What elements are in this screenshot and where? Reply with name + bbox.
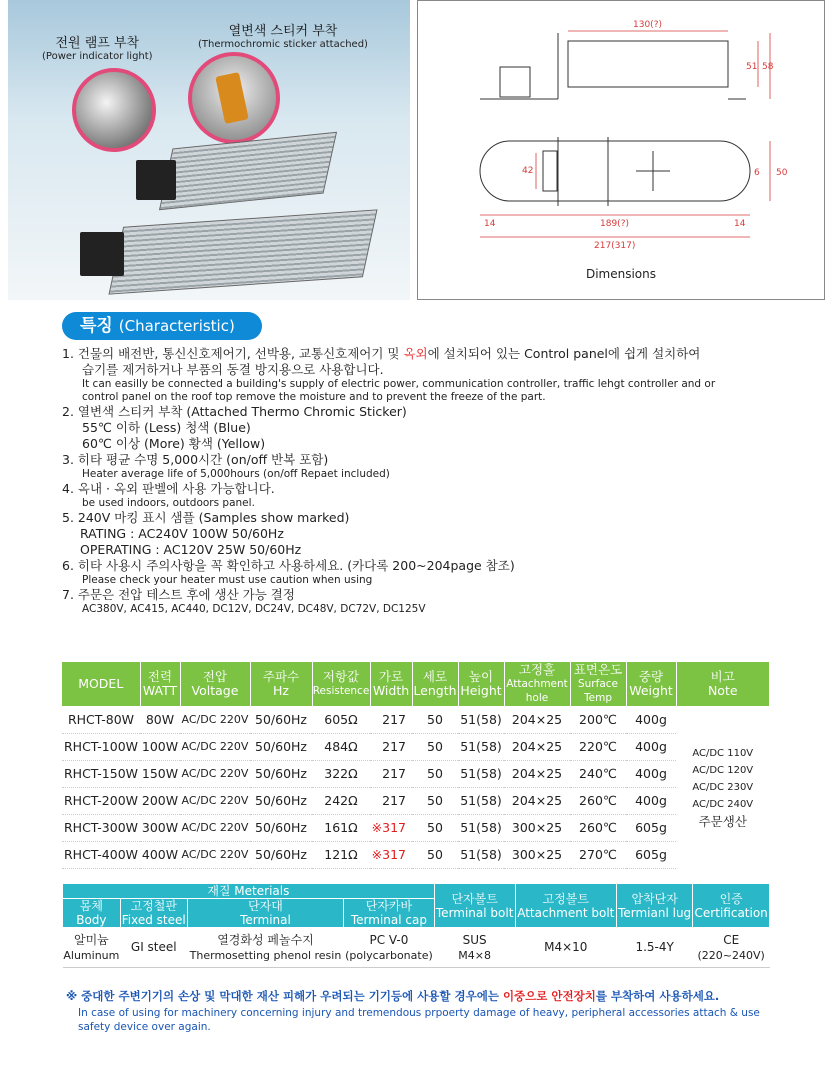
power-indicator-label <box>42 32 153 62</box>
spec-cell: 51(58) <box>458 733 504 760</box>
dim-14-left: 14 <box>484 219 496 229</box>
feature-text-en: Please check your heater must use caution when using <box>82 574 373 586</box>
spec-header <box>312 662 370 706</box>
terminal-box-image <box>80 232 124 276</box>
spec-row <box>62 841 770 868</box>
spec-cell: AC/DC 220V <box>180 760 250 787</box>
spec-cell: 50/60Hz <box>250 706 312 733</box>
feature-5: 5. 240V 마킹 표시 샘플 (Samples show marked) <box>62 510 350 525</box>
spec-cell: 400g <box>626 760 676 787</box>
spec-row <box>62 787 770 814</box>
dim-50: 50 <box>776 168 788 178</box>
header-ko: 높이 <box>468 669 494 684</box>
spec-cell: 217 <box>370 733 412 760</box>
header-ko: 중량 <box>638 669 664 684</box>
product-photo <box>8 0 410 300</box>
spec-cell: AC/DC 220V <box>180 787 250 814</box>
sticker-image <box>215 72 248 124</box>
material-table <box>62 883 770 968</box>
sticker-closeup <box>188 52 280 144</box>
spec-cell: 322Ω <box>312 760 370 787</box>
feature-4: 4. 옥내 · 옥외 판벨에 사용 가능합니다. <box>62 481 275 496</box>
spec-cell: AC/DC 220V <box>180 733 250 760</box>
spec-cell: 50/60Hz <box>250 841 312 868</box>
spec-cell: 260℃ <box>570 814 626 841</box>
spec-cell: 50 <box>412 814 458 841</box>
top-panel <box>8 0 825 300</box>
dim-189: 189(?) <box>600 219 629 229</box>
header-en: Certification <box>694 905 768 920</box>
material-header <box>120 899 187 928</box>
spec-cell: AC/DC 220V <box>180 841 250 868</box>
spec-cell: 200W <box>140 787 180 814</box>
spec-cell: AC/DC 220V <box>180 814 250 841</box>
feature-2: 2. 열변색 스티커 부착 (Attached Thermo Chromic Sticker) <box>62 404 407 419</box>
header-en: Attachment hole <box>506 678 568 704</box>
feature-list <box>62 346 802 616</box>
spec-header <box>250 662 312 706</box>
section-title <box>62 312 262 340</box>
spec-cell: 51(58) <box>458 787 504 814</box>
warning-en: In case of using for machinery concerning injury and tremendous prpoerty damage of heavy, peripheral accessories attach & use safety device over again. <box>78 1007 760 1033</box>
spec-row <box>62 760 770 787</box>
warning-text: 를 부착하여 사용하세요. <box>595 989 720 1003</box>
spec-cell: 270℃ <box>570 841 626 868</box>
label-ko: 열변색 스티커 부착 <box>228 24 338 39</box>
spec-table <box>62 662 770 869</box>
material-value-sub: Thermosetting phenol resin <box>189 948 342 962</box>
power-indicator-closeup <box>72 68 156 152</box>
header-en: Note <box>707 683 738 698</box>
header-ko: 고정볼트 <box>542 891 589 906</box>
header-ko: 몸체 <box>79 899 103 913</box>
header-en: Hz <box>273 683 289 698</box>
section-title-en: (Characteristic) <box>118 317 235 335</box>
spec-cell: 605g <box>626 841 676 868</box>
dimensions-caption: Dimensions <box>585 267 657 281</box>
header-ko: 인증 <box>719 891 743 906</box>
feature-text: 에 설치되어 있는 Control panel에 쉽게 설치하여 <box>427 346 701 361</box>
spec-cell: RHCT-150W <box>62 760 140 787</box>
material-value-sub: (polycarbonate) <box>345 948 433 962</box>
header-en: Fixed steel <box>121 913 186 927</box>
header-ko: 고정철판 <box>130 899 177 913</box>
spec-cell: RHCT-80W <box>62 706 140 733</box>
spec-cell: 217 <box>370 706 412 733</box>
material-cell <box>187 928 343 968</box>
spec-cell: 50/60Hz <box>250 760 312 787</box>
spec-cell: 50/60Hz <box>250 787 312 814</box>
spec-cell: 204×25 <box>504 733 570 760</box>
material-header <box>344 899 434 928</box>
spec-cell: 484Ω <box>312 733 370 760</box>
dimension-drawing <box>417 0 825 300</box>
header-en: Terminal bolt <box>435 905 514 920</box>
spec-cell: 220℃ <box>570 733 626 760</box>
spec-header <box>412 662 458 706</box>
feature-text-en: It can easilly be connected a building's supply of electric power, communication controller, traffic lehgt controller and or <box>82 378 716 390</box>
spec-cell: ※317 <box>370 841 412 868</box>
header-en: Termianl lug <box>618 905 692 920</box>
header-ko: 세로 <box>422 669 448 684</box>
note-cell <box>676 706 770 868</box>
spec-header <box>180 662 250 706</box>
spec-header <box>626 662 676 706</box>
header-en: Width <box>372 683 410 698</box>
spec-cell: ※317 <box>370 814 412 841</box>
spec-cell: 217 <box>370 787 412 814</box>
material-cell <box>693 928 770 968</box>
header-ko: 표면온도 <box>573 662 623 677</box>
material-value: 열경화성 페놀수지 <box>217 932 314 947</box>
spec-cell: 50 <box>412 787 458 814</box>
spec-header <box>370 662 412 706</box>
feature-6: 6. 히타 사용시 주의사항을 꼭 확인하고 사용하세요. (카다록 200~204page 참조) <box>62 558 515 573</box>
material-value: M4×10 <box>544 940 588 954</box>
note-line: AC/DC 240V <box>692 798 754 810</box>
spec-cell: 300×25 <box>504 814 570 841</box>
header-ko: 단자카바 <box>365 899 413 913</box>
dim-42: 42 <box>522 166 534 176</box>
material-group-title: 재질 Meterials <box>63 884 435 899</box>
spec-cell: 51(58) <box>458 760 504 787</box>
spec-cell: 50 <box>412 706 458 733</box>
header-en: Weight <box>629 683 673 698</box>
feature-text: 1. 건물의 배전반, 통신신호제어기, 선박용, 교통신호제어기 및 <box>62 346 404 361</box>
note-line: AC/DC 110V <box>692 747 754 759</box>
material-value: PC V-0 <box>369 932 409 947</box>
spec-cell: 204×25 <box>504 787 570 814</box>
spec-cell: 400W <box>140 841 180 868</box>
feature-text-en: control panel on the roof top remove the moisture and to prevent the freeze of the part. <box>82 391 546 403</box>
spec-cell: 400g <box>626 787 676 814</box>
header-en: Surface Temp <box>577 678 618 704</box>
material-value-sub: Aluminum <box>63 948 120 962</box>
feature-text: RATING : AC240V 100W 50/60Hz <box>80 526 284 541</box>
spec-cell: 300×25 <box>504 841 570 868</box>
header-en: Terminal <box>240 913 291 927</box>
spec-cell: 121Ω <box>312 841 370 868</box>
feature-highlight: 옥외 <box>403 346 428 361</box>
spec-header <box>140 662 180 706</box>
header-ko: 비고 <box>710 669 735 684</box>
label-en: (Thermochromic sticker attached) <box>198 39 368 50</box>
material-cell <box>120 928 187 968</box>
spec-cell: 161Ω <box>312 814 370 841</box>
spec-row <box>62 814 770 841</box>
material-header <box>515 884 616 928</box>
feature-7: 7. 주문은 전압 테스트 후에 생산 가능 결정 <box>62 587 295 602</box>
spec-cell: 100W <box>140 733 180 760</box>
dim-6: 6 <box>754 168 760 178</box>
material-value: 알미늄 <box>73 932 109 947</box>
header-en: Length <box>413 683 457 698</box>
heater-small-image <box>159 132 337 210</box>
feature-3: 3. 히타 평균 수명 5,000시간 (on/off 반복 포함) <box>62 452 329 467</box>
spec-header-row <box>62 662 770 706</box>
dim-51: 51 <box>746 62 758 72</box>
warning-ko <box>66 988 786 1004</box>
spec-cell: 51(58) <box>458 814 504 841</box>
header-ko: 고정홀 <box>518 662 556 677</box>
material-value: CE <box>723 932 740 947</box>
material-header-row <box>63 884 770 899</box>
feature-text-en: AC380V, AC415, AC440, DC12V, DC24V, DC48V, DC72V, DC125V <box>82 603 426 615</box>
dimension-svg <box>418 1 824 299</box>
header-ko: 전력 <box>147 669 173 684</box>
note-line: AC/DC 120V <box>692 764 754 776</box>
header-ko: 가로 <box>378 669 404 684</box>
terminal-box-image <box>136 160 176 200</box>
feature-text-en: be used indoors, outdoors panel. <box>82 497 255 509</box>
spec-cell: 51(58) <box>458 841 504 868</box>
header-en: Terminal cap <box>350 913 427 927</box>
spec-cell: RHCT-300W <box>62 814 140 841</box>
spec-cell: 240℃ <box>570 760 626 787</box>
material-value: 1.5-4Y <box>635 940 674 954</box>
header-ko: 단자볼트 <box>451 891 498 906</box>
feature-text-en: Heater average life of 5,000hours (on/off Repaet included) <box>82 468 390 480</box>
spec-cell: 51(58) <box>458 706 504 733</box>
heater-large-image <box>108 209 377 294</box>
feature-text: 55℃ 이하 (Less) 청색 (Blue) <box>82 420 251 435</box>
header-ko: 단자대 <box>248 899 283 913</box>
spec-cell: RHCT-200W <box>62 787 140 814</box>
spec-cell: 80W <box>140 706 180 733</box>
spec-cell: 204×25 <box>504 760 570 787</box>
spec-cell: 50/60Hz <box>250 814 312 841</box>
spec-cell: 605g <box>626 814 676 841</box>
spec-cell: 50 <box>412 733 458 760</box>
thermo-sticker-label <box>198 20 368 50</box>
feature-1 <box>62 346 802 362</box>
header-ko: 주파수 <box>262 669 300 684</box>
warning-text: ※ 중대한 주변기기의 손상 및 막대한 재산 피해가 우려되는 기기등에 사용할 경우에는 <box>66 989 503 1003</box>
spec-cell: 217 <box>370 760 412 787</box>
label-en: (Power indicator light) <box>42 51 153 62</box>
header-en: Body <box>76 913 107 927</box>
material-value-sub: M4×8 <box>458 948 492 962</box>
section-title-ko: 특징 <box>80 316 113 336</box>
material-header <box>63 899 121 928</box>
spec-cell: 260℃ <box>570 787 626 814</box>
header-en: MODEL <box>78 676 124 691</box>
header-en: Resistence <box>312 685 370 697</box>
dim-217: 217(317) <box>594 241 636 251</box>
spec-cell: 204×25 <box>504 706 570 733</box>
spec-cell: 50 <box>412 841 458 868</box>
material-cell <box>515 928 616 968</box>
note-line: AC/DC 230V <box>692 781 754 793</box>
warning-highlight: 이중으로 안전장치 <box>502 989 596 1003</box>
spec-header <box>676 662 770 706</box>
spec-cell: 605Ω <box>312 706 370 733</box>
spec-header <box>504 662 570 706</box>
spec-row <box>62 733 770 760</box>
material-value: GI steel <box>130 940 177 954</box>
spec-cell: 300W <box>140 814 180 841</box>
dim-58: 58 <box>762 62 774 72</box>
spec-cell: 400g <box>626 706 676 733</box>
header-en: Height <box>460 683 502 698</box>
header-en: WATT <box>142 683 178 698</box>
spec-header <box>62 662 140 706</box>
spec-cell: 50/60Hz <box>250 733 312 760</box>
header-ko: 압착단자 <box>631 891 678 906</box>
dim-14-right: 14 <box>734 219 746 229</box>
note-line: 주문생산 <box>698 813 747 829</box>
spec-cell: RHCT-400W <box>62 841 140 868</box>
spec-body <box>62 706 770 868</box>
spec-cell: 200℃ <box>570 706 626 733</box>
spec-row <box>62 706 770 733</box>
feature-text: 60℃ 이상 (More) 황색 (Yellow) <box>82 436 266 451</box>
material-cell <box>63 928 121 968</box>
material-header <box>434 884 515 928</box>
spec-header <box>570 662 626 706</box>
material-cell <box>434 928 515 968</box>
spec-cell: 150W <box>140 760 180 787</box>
header-ko: 전압 <box>202 669 228 684</box>
material-header <box>693 884 770 928</box>
spec-cell: RHCT-100W <box>62 733 140 760</box>
material-value-sub: (220~240V) <box>697 948 765 962</box>
spec-cell: 50 <box>412 760 458 787</box>
material-header <box>616 884 692 928</box>
spec-cell: 242Ω <box>312 787 370 814</box>
material-cell <box>344 928 434 968</box>
header-en: Voltage <box>191 683 239 698</box>
label-ko: 전원 램프 부착 <box>55 36 140 51</box>
material-value: SUS <box>462 932 487 947</box>
material-header <box>187 899 343 928</box>
dim-130: 130(?) <box>633 20 662 30</box>
spec-cell: AC/DC 220V <box>180 706 250 733</box>
header-ko: 저항값 <box>322 669 360 684</box>
header-en: Attachment bolt <box>517 905 615 920</box>
feature-text: 습기를 제거하거나 부품의 동결 방지용으로 사용합니다. <box>82 362 384 377</box>
material-row <box>63 928 770 968</box>
spec-header <box>458 662 504 706</box>
spec-cell: 400g <box>626 733 676 760</box>
feature-text: OPERATING : AC120V 25W 50/60Hz <box>80 542 302 557</box>
material-cell <box>616 928 692 968</box>
